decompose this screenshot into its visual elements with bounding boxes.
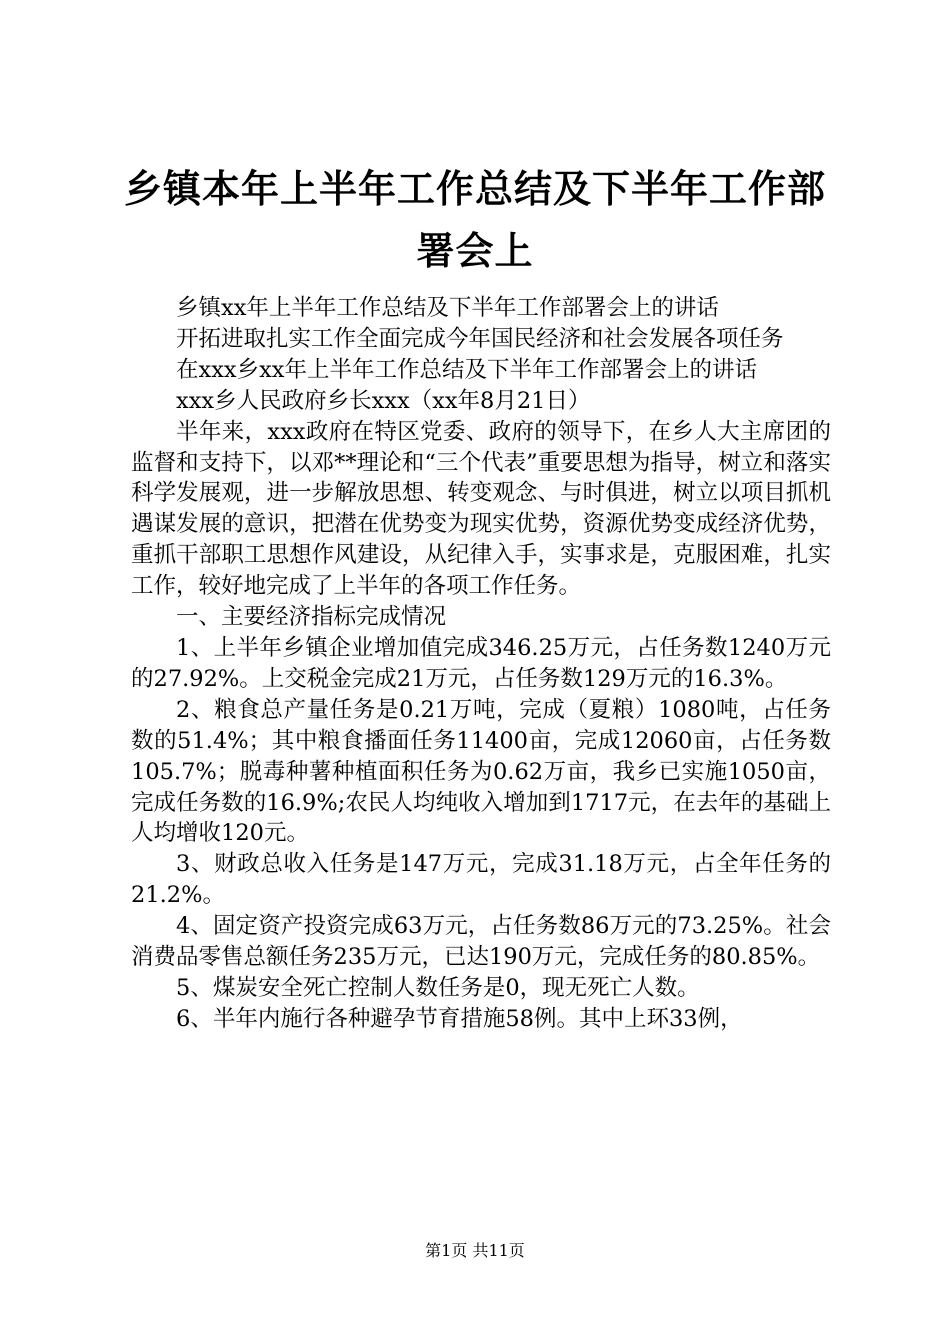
paragraph-subtitle: 乡镇xx年上半年工作总结及下半年工作部署会上的讲话 (176, 295, 719, 321)
paragraph-item-1: 1、上半年乡镇企业增加值完成346.25万元，占任务数1240万元的27.92%。上交税金完成21万元，占任务数129万元的16.3%。 (131, 634, 831, 692)
section-heading: 一、主要经济指标完成情况 (176, 604, 447, 631)
paragraph-item-2: 2、粮食总产量任务是0.21万吨，完成（夏粮）1080吨，占任务数的51.4%；其中粮食播面任务11400亩，完成12060亩，占任务数105.7%；脱毒种薯种植面积任务为0.62万亩，我乡已实施1050亩，完成任务数的16.9%;农民人均纯收入增加到1717元，在去年的基础上人均增收120元。 (131, 696, 831, 847)
page-number-footer: 第1页 共11页 (425, 1241, 525, 1260)
paragraph-speech-title: 在xxx乡xx年上半年工作总结及下半年工作部署会上的讲话 (176, 356, 757, 383)
paragraph-item-5: 5、煤炭安全死亡控制人数任务是0，现无死亡人数。 (176, 974, 700, 1001)
paragraph-item-4: 4、固定资产投资完成63万元，占任务数86万元的73.25%。社会消费品零售总额任务235万元，已达190万元，完成任务的80.85%。 (131, 913, 831, 971)
paragraph-item-3: 3、财政总收入任务是147万元，完成31.18万元，占全年任务的21.2%。 (131, 851, 831, 909)
paragraph-item-6: 6、半年内施行各种避孕节育措施58例。其中上环33例， (176, 1005, 743, 1032)
paragraph-theme: 开拓进取扎实工作全面完成今年国民经济和社会发展各项任务 (176, 325, 784, 352)
document-title: 乡镇本年上半年工作总结及下半年工作部署会上 (123, 167, 826, 273)
paragraph-speaker: xxx乡人民政府乡长xxx（xx年8月21日） (176, 387, 591, 414)
paragraph-intro: 半年来，xxx政府在特区党委、政府的领导下，在乡人大主席团的监督和支持下，以邓**理论和“三个代表”重要思想为指导，树立和落实科学发展观，进一步解放思想、转变观念、与时俱进，树立以项目抓机遇谋发展的意识，把潜在优势变为现实优势，资源优势变成经济优势，重抓干部职工思想作风建设，从纪律入手，实事求是，克服困难，扎实工作，较好地完成了上半年的各项工作任务。 (131, 418, 831, 600)
document-body (131, 293, 831, 1035)
